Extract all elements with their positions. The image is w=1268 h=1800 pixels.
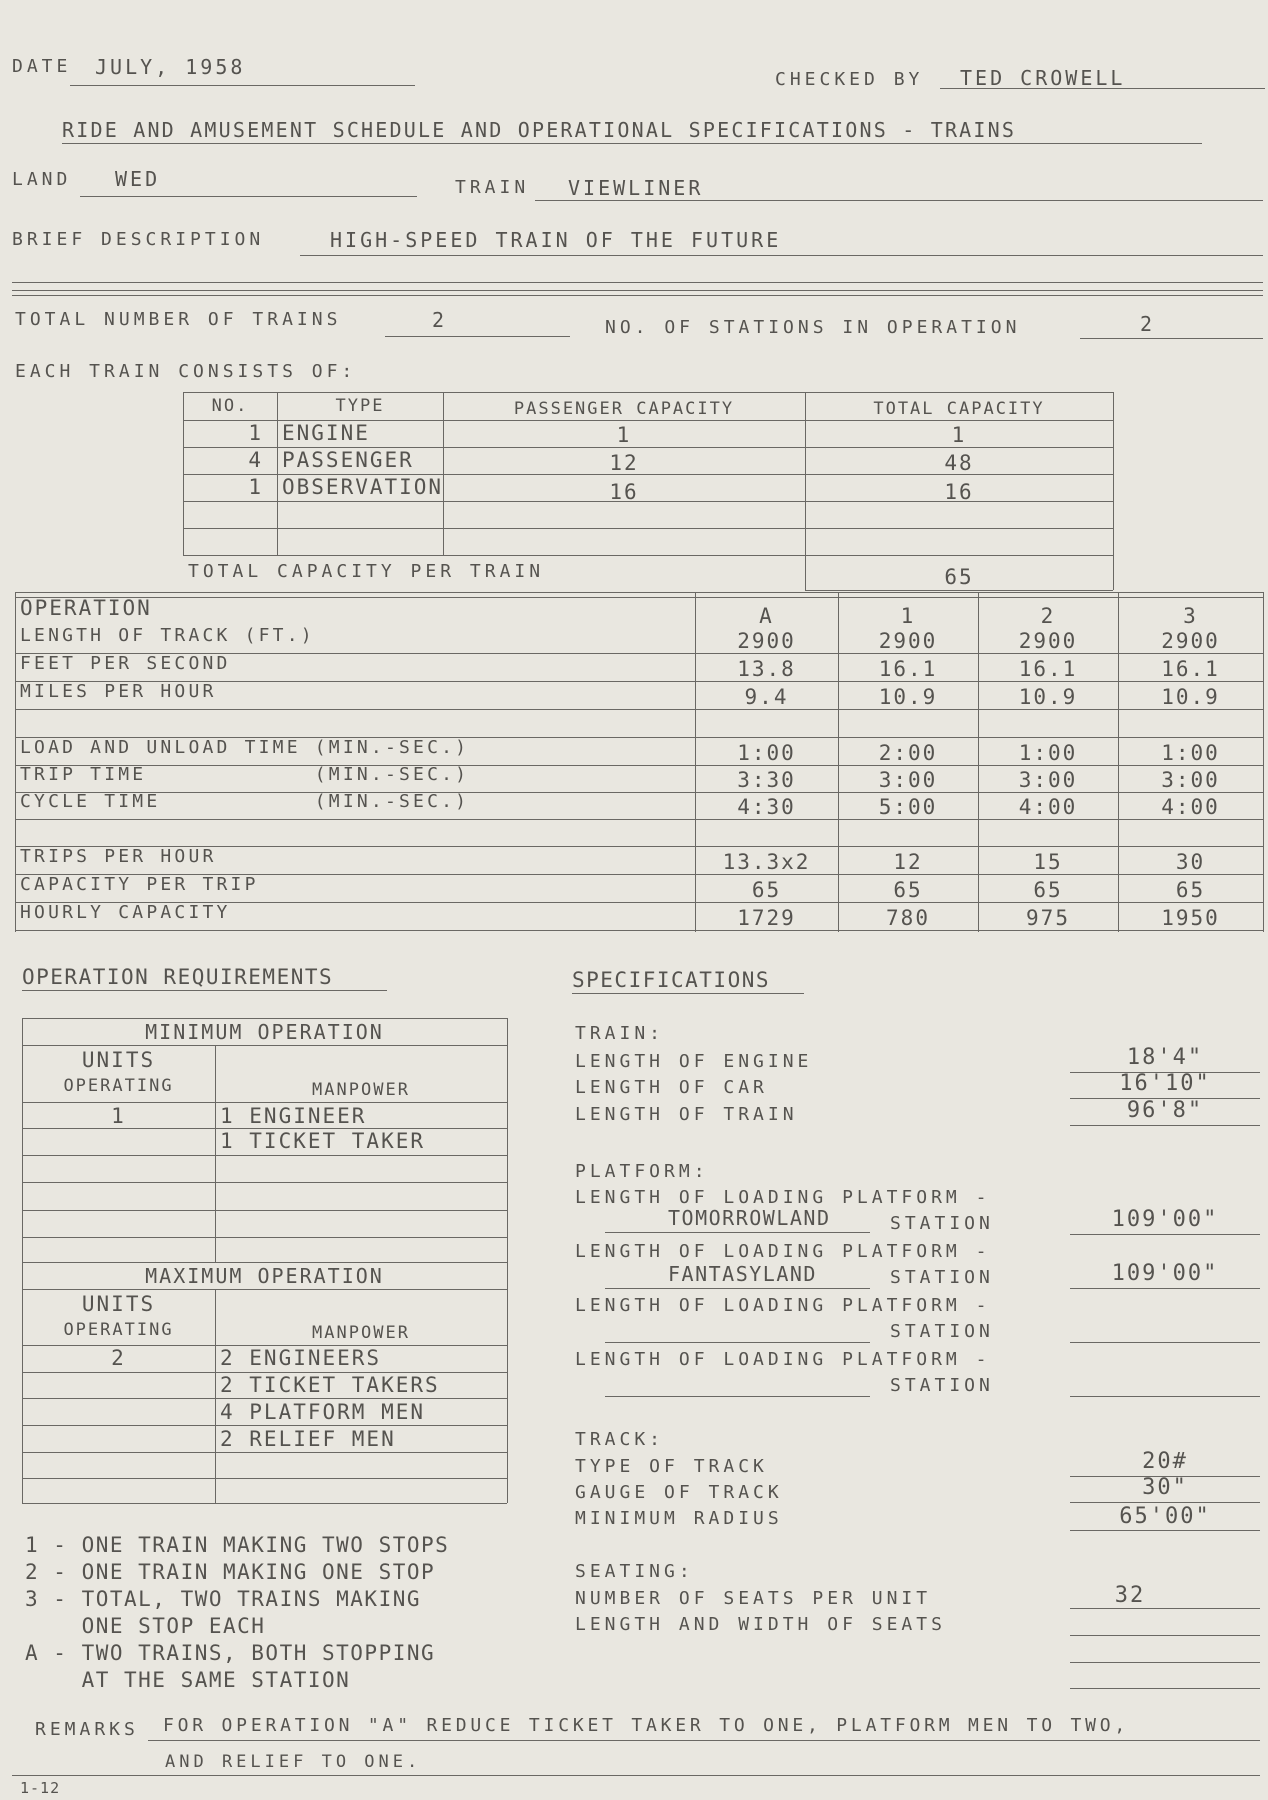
operation-cell: 1:00	[1018, 741, 1078, 765]
operation-cell: 3:00	[1018, 768, 1078, 792]
land-label: LAND	[12, 169, 72, 190]
col-header-passenger-capacity: PASSENGER CAPACITY	[513, 399, 735, 419]
consist-row-2-total: 48	[944, 451, 974, 475]
operation-cell: 2900	[1161, 629, 1220, 653]
seats-per-unit-label: NUMBER OF SEATS PER UNIT	[575, 1588, 932, 1609]
operation-cell: 3:00	[1161, 768, 1220, 792]
min-units-1: 1	[111, 1104, 126, 1128]
seats-per-unit-value: 32	[1114, 1583, 1146, 1608]
train-heading: TRAIN:	[575, 1023, 665, 1044]
checked-value: TED CROWELL	[960, 66, 1126, 90]
description-underline	[300, 255, 1263, 256]
consist-row-3-passenger: 16	[609, 480, 639, 504]
requirements-title-underline	[22, 990, 387, 991]
operation-col-a: A	[759, 604, 774, 628]
consist-row-2-no: 4	[248, 448, 263, 472]
max-manpower-3: 4 PLATFORM MEN	[220, 1400, 426, 1424]
note-1: 1 - ONE TRAIN MAKING TWO STOPS	[25, 1533, 450, 1557]
min-operating-label: OPERATING	[63, 1076, 174, 1096]
operation-cell: 1950	[1161, 906, 1220, 930]
specifications-underline	[572, 993, 804, 994]
min-units-label: UNITS	[81, 1048, 156, 1072]
platform-4-label: LENGTH OF LOADING PLATFORM -	[575, 1349, 991, 1370]
train-length-label: LENGTH OF TRAIN	[575, 1104, 798, 1125]
checked-underline	[940, 88, 1265, 89]
operation-row-rule	[15, 819, 1263, 820]
max-manpower-4: 2 RELIEF MEN	[220, 1427, 396, 1451]
operation-row-rule	[15, 930, 1263, 931]
operation-row-rule	[15, 709, 1263, 710]
min-manpower-1: 1 ENGINEER	[220, 1104, 367, 1128]
seat-size-label: LENGTH AND WIDTH OF SEATS	[575, 1614, 946, 1635]
specifications-title: SPECIFICATIONS	[572, 968, 771, 992]
platform-3-station-label: STATION	[890, 1321, 994, 1342]
land-value: WED	[115, 167, 161, 191]
stations-label: NO. OF STATIONS IN OPERATION	[605, 317, 1021, 338]
engine-length-value: 18'4"	[1126, 1045, 1204, 1070]
title-underline	[62, 143, 1202, 144]
remarks-label: REMARKS	[35, 1719, 139, 1740]
operation-row-label: CAPACITY PER TRIP	[20, 874, 259, 895]
operation-cell: 65	[1175, 878, 1206, 902]
operation-cell: 4:00	[1161, 795, 1220, 819]
gauge-label: GAUGE OF TRACK	[575, 1482, 783, 1503]
platform-3-label: LENGTH OF LOADING PLATFORM -	[575, 1295, 991, 1316]
train-underline	[535, 200, 1263, 201]
track-type-label: TYPE OF TRACK	[575, 1456, 768, 1477]
checked-label: CHECKED BY	[775, 69, 924, 90]
consist-row-3-type: OBSERVATION	[282, 475, 444, 499]
operation-cell: 2900	[878, 629, 938, 653]
consist-row-3-no: 1	[248, 475, 263, 499]
operation-cell: 975	[1026, 906, 1070, 930]
radius-label: MINIMUM RADIUS	[575, 1508, 783, 1529]
stations-value: 2	[1140, 312, 1156, 336]
platform-1-station-label: STATION	[890, 1213, 994, 1234]
train-length-value: 96'8"	[1126, 1098, 1204, 1123]
requirements-title: OPERATION REQUIREMENTS	[22, 965, 334, 989]
note-3-cont: ONE STOP EACH	[25, 1614, 266, 1638]
operation-row-label: TRIPS PER HOUR	[20, 846, 217, 867]
page-code: 1-12	[20, 1779, 61, 1797]
total-trains-label: TOTAL NUMBER OF TRAINS	[15, 309, 342, 330]
track-heading: TRACK:	[575, 1429, 665, 1450]
operation-row-label: LENGTH OF TRACK (FT.)	[20, 625, 315, 646]
operation-cell: 1729	[737, 906, 796, 930]
car-length-label: LENGTH OF CAR	[575, 1077, 768, 1098]
car-length-value: 16'10"	[1119, 1071, 1211, 1096]
section-divider	[12, 290, 1263, 296]
operation-cell: 4:00	[1018, 795, 1078, 819]
operation-row-label: FEET PER SECOND	[20, 653, 231, 674]
min-manpower-label: MANPOWER	[312, 1080, 410, 1100]
operation-cell: 16.1	[1161, 657, 1220, 681]
gauge-value: 30"	[1142, 1475, 1188, 1500]
max-manpower-label: MANPOWER	[312, 1323, 410, 1343]
operation-cell: 2900	[737, 629, 796, 653]
platform-2-station-label: STATION	[890, 1267, 994, 1288]
operation-cell: 5:00	[878, 795, 938, 819]
operation-cell: 3:00	[878, 768, 938, 792]
total-capacity-value: 65	[944, 565, 974, 589]
consist-row-1-total: 1	[951, 423, 967, 447]
max-manpower-2: 2 TICKET TAKERS	[220, 1373, 440, 1397]
consist-row-2-type: PASSENGER	[282, 448, 414, 472]
seating-heading: SEATING:	[575, 1561, 694, 1582]
radius-value: 65'00"	[1119, 1504, 1211, 1529]
platform-1-label: LENGTH OF LOADING PLATFORM -	[575, 1187, 991, 1208]
platform-2-label: LENGTH OF LOADING PLATFORM -	[575, 1241, 991, 1262]
stations-underline	[1080, 338, 1263, 339]
col-header-type: TYPE	[335, 396, 385, 416]
platform-1-station-name: TOMORROWLAND	[668, 1206, 831, 1230]
train-label: TRAIN	[455, 177, 530, 198]
operation-cell: 65	[751, 878, 782, 902]
track-type-value: 20#	[1142, 1449, 1188, 1474]
operation-cell: 10.9	[1018, 685, 1078, 709]
note-3: 3 - TOTAL, TWO TRAINS MAKING	[25, 1587, 422, 1611]
operation-row-label: TRIP TIME (MIN.-SEC.)	[20, 764, 470, 785]
platform-1-value: 109'00"	[1111, 1207, 1219, 1232]
col-header-total-capacity: TOTAL CAPACITY	[873, 399, 1045, 419]
operation-cell: 65	[893, 878, 923, 902]
date-underline	[70, 85, 415, 86]
operation-cell: 2:00	[878, 741, 938, 765]
max-operating-label: OPERATING	[63, 1320, 174, 1340]
consist-row-1-type: ENGINE	[282, 421, 370, 445]
operation-cell: 10.9	[878, 685, 938, 709]
remarks-line-1: FOR OPERATION "A" REDUCE TICKET TAKER TO ONE, PLATFORM MEN TO TWO,	[163, 1715, 1130, 1736]
description-value: HIGH-SPEED TRAIN OF THE FUTURE	[330, 228, 782, 252]
date-value: JULY, 1958	[95, 55, 246, 79]
min-manpower-2: 1 TICKET TAKER	[220, 1129, 426, 1153]
max-manpower-1: 2 ENGINEERS	[220, 1346, 382, 1370]
consist-row-1-no: 1	[248, 421, 263, 445]
operation-cell: 3:30	[737, 768, 796, 792]
platform-2-station-name: FANTASYLAND	[668, 1262, 817, 1286]
operation-cell: 15	[1033, 850, 1063, 874]
document-title: RIDE AND AMUSEMENT SCHEDULE AND OPERATIONAL SPECIFICATIONS - TRAINS	[62, 118, 1017, 142]
operation-row-label: CYCLE TIME (MIN.-SEC.)	[20, 791, 470, 812]
note-a-cont: AT THE SAME STATION	[25, 1668, 351, 1692]
platform-heading: PLATFORM:	[575, 1161, 709, 1182]
operation-cell: 9.4	[744, 685, 789, 709]
note-2: 2 - ONE TRAIN MAKING ONE STOP	[25, 1560, 436, 1584]
operation-cell: 13.3x2	[722, 850, 811, 874]
operation-cell: 65	[1033, 878, 1063, 902]
operation-row-label: HOURLY CAPACITY	[20, 902, 231, 923]
remarks-line-2: AND RELIEF TO ONE.	[165, 1752, 422, 1772]
operation-cell: 13.8	[737, 657, 796, 681]
total-capacity-label: TOTAL CAPACITY PER TRAIN	[188, 561, 545, 582]
maximum-operation-title: MAXIMUM OPERATION	[145, 1264, 384, 1288]
col-header-no: NO.	[211, 396, 249, 416]
operation-header-label: OPERATION	[20, 596, 152, 620]
trains-underline	[385, 336, 570, 337]
operation-col-1: 1	[900, 604, 916, 628]
operation-cell: 30	[1175, 850, 1206, 874]
operation-cell: 1:00	[737, 741, 796, 765]
operation-row-label: LOAD AND UNLOAD TIME (MIN.-SEC.)	[20, 737, 470, 758]
operation-cell: 12	[893, 850, 923, 874]
consist-row-1-passenger: 1	[616, 423, 632, 447]
operation-col-2: 2	[1040, 604, 1056, 628]
max-units-label: UNITS	[81, 1292, 156, 1316]
description-label: BRIEF DESCRIPTION	[12, 229, 265, 250]
operation-col-3: 3	[1183, 604, 1198, 628]
note-a: A - TWO TRAINS, BOTH STOPPING	[25, 1641, 436, 1665]
blank-line	[12, 282, 1263, 283]
minimum-operation-title: MINIMUM OPERATION	[145, 1020, 384, 1044]
operation-cell: 16.1	[878, 657, 938, 681]
consist-row-2-passenger: 12	[609, 451, 639, 475]
operation-cell: 2900	[1018, 629, 1078, 653]
operation-cell: 16.1	[1018, 657, 1078, 681]
operation-row-label: MILES PER HOUR	[20, 681, 217, 702]
consists-label: EACH TRAIN CONSISTS OF:	[15, 361, 357, 382]
platform-4-station-label: STATION	[890, 1375, 994, 1396]
engine-length-label: LENGTH OF ENGINE	[575, 1051, 813, 1072]
platform-2-value: 109'00"	[1111, 1261, 1219, 1286]
consist-row-3-total: 16	[944, 480, 974, 504]
train-value: VIEWLINER	[568, 176, 704, 200]
operation-cell: 10.9	[1161, 685, 1220, 709]
operation-cell: 1:00	[1161, 741, 1220, 765]
max-units-1: 2	[111, 1346, 126, 1370]
total-trains-value: 2	[432, 308, 448, 332]
date-label: DATE	[12, 56, 72, 77]
land-underline	[80, 196, 417, 197]
operation-cell: 780	[886, 906, 930, 930]
operation-cell: 4:30	[737, 795, 796, 819]
